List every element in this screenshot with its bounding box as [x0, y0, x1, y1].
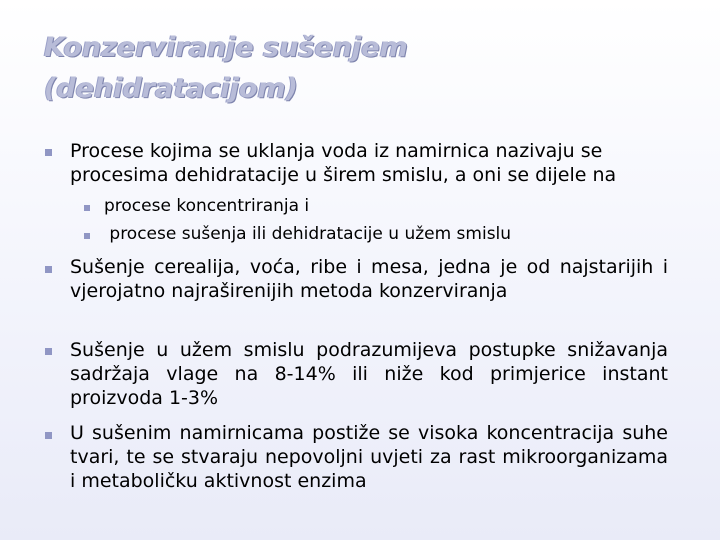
subbullet-text-2: procese sušenja ili dehidratacije u užem smislu	[104, 224, 512, 244]
square-bullet-icon	[45, 266, 52, 273]
square-bullet-icon	[84, 205, 90, 211]
square-bullet-icon	[45, 149, 52, 156]
title-line-2: (dehidratacijom)	[44, 73, 298, 104]
square-bullet-icon	[84, 233, 90, 239]
bullet-text-4: U sušenim namirnicama postiže se visoka koncentracija suhe tvari, te se stvaraju nepovoljni uvjeti za rast mikroorganizama i metaboličku aktivnost enzima	[70, 422, 668, 492]
square-bullet-icon	[45, 432, 52, 439]
bullet-text-1: Procese kojima se uklanja voda iz namirnica nazivaju se procesima dehidratacije u širem smislu, a oni se dijele na	[70, 140, 617, 186]
slide-title	[44, 27, 684, 109]
title-line-1: Konzerviranje sušenjem	[44, 32, 408, 63]
bullet-text-3: Sušenje u užem smislu podrazumijeva postupke snižavanja sadržaja vlage na 8-14% ili niže kod primjerice instant proizvoda 1-3%	[70, 339, 668, 409]
square-bullet-icon	[45, 348, 52, 355]
subbullet-text-1: procese koncentriranja i	[104, 196, 310, 216]
bullet-text-2: Sušenje cerealija, voća, ribe i mesa, jedna je od najstarijih i vjerojatno najraširenijih metoda konzerviranja	[70, 256, 668, 302]
